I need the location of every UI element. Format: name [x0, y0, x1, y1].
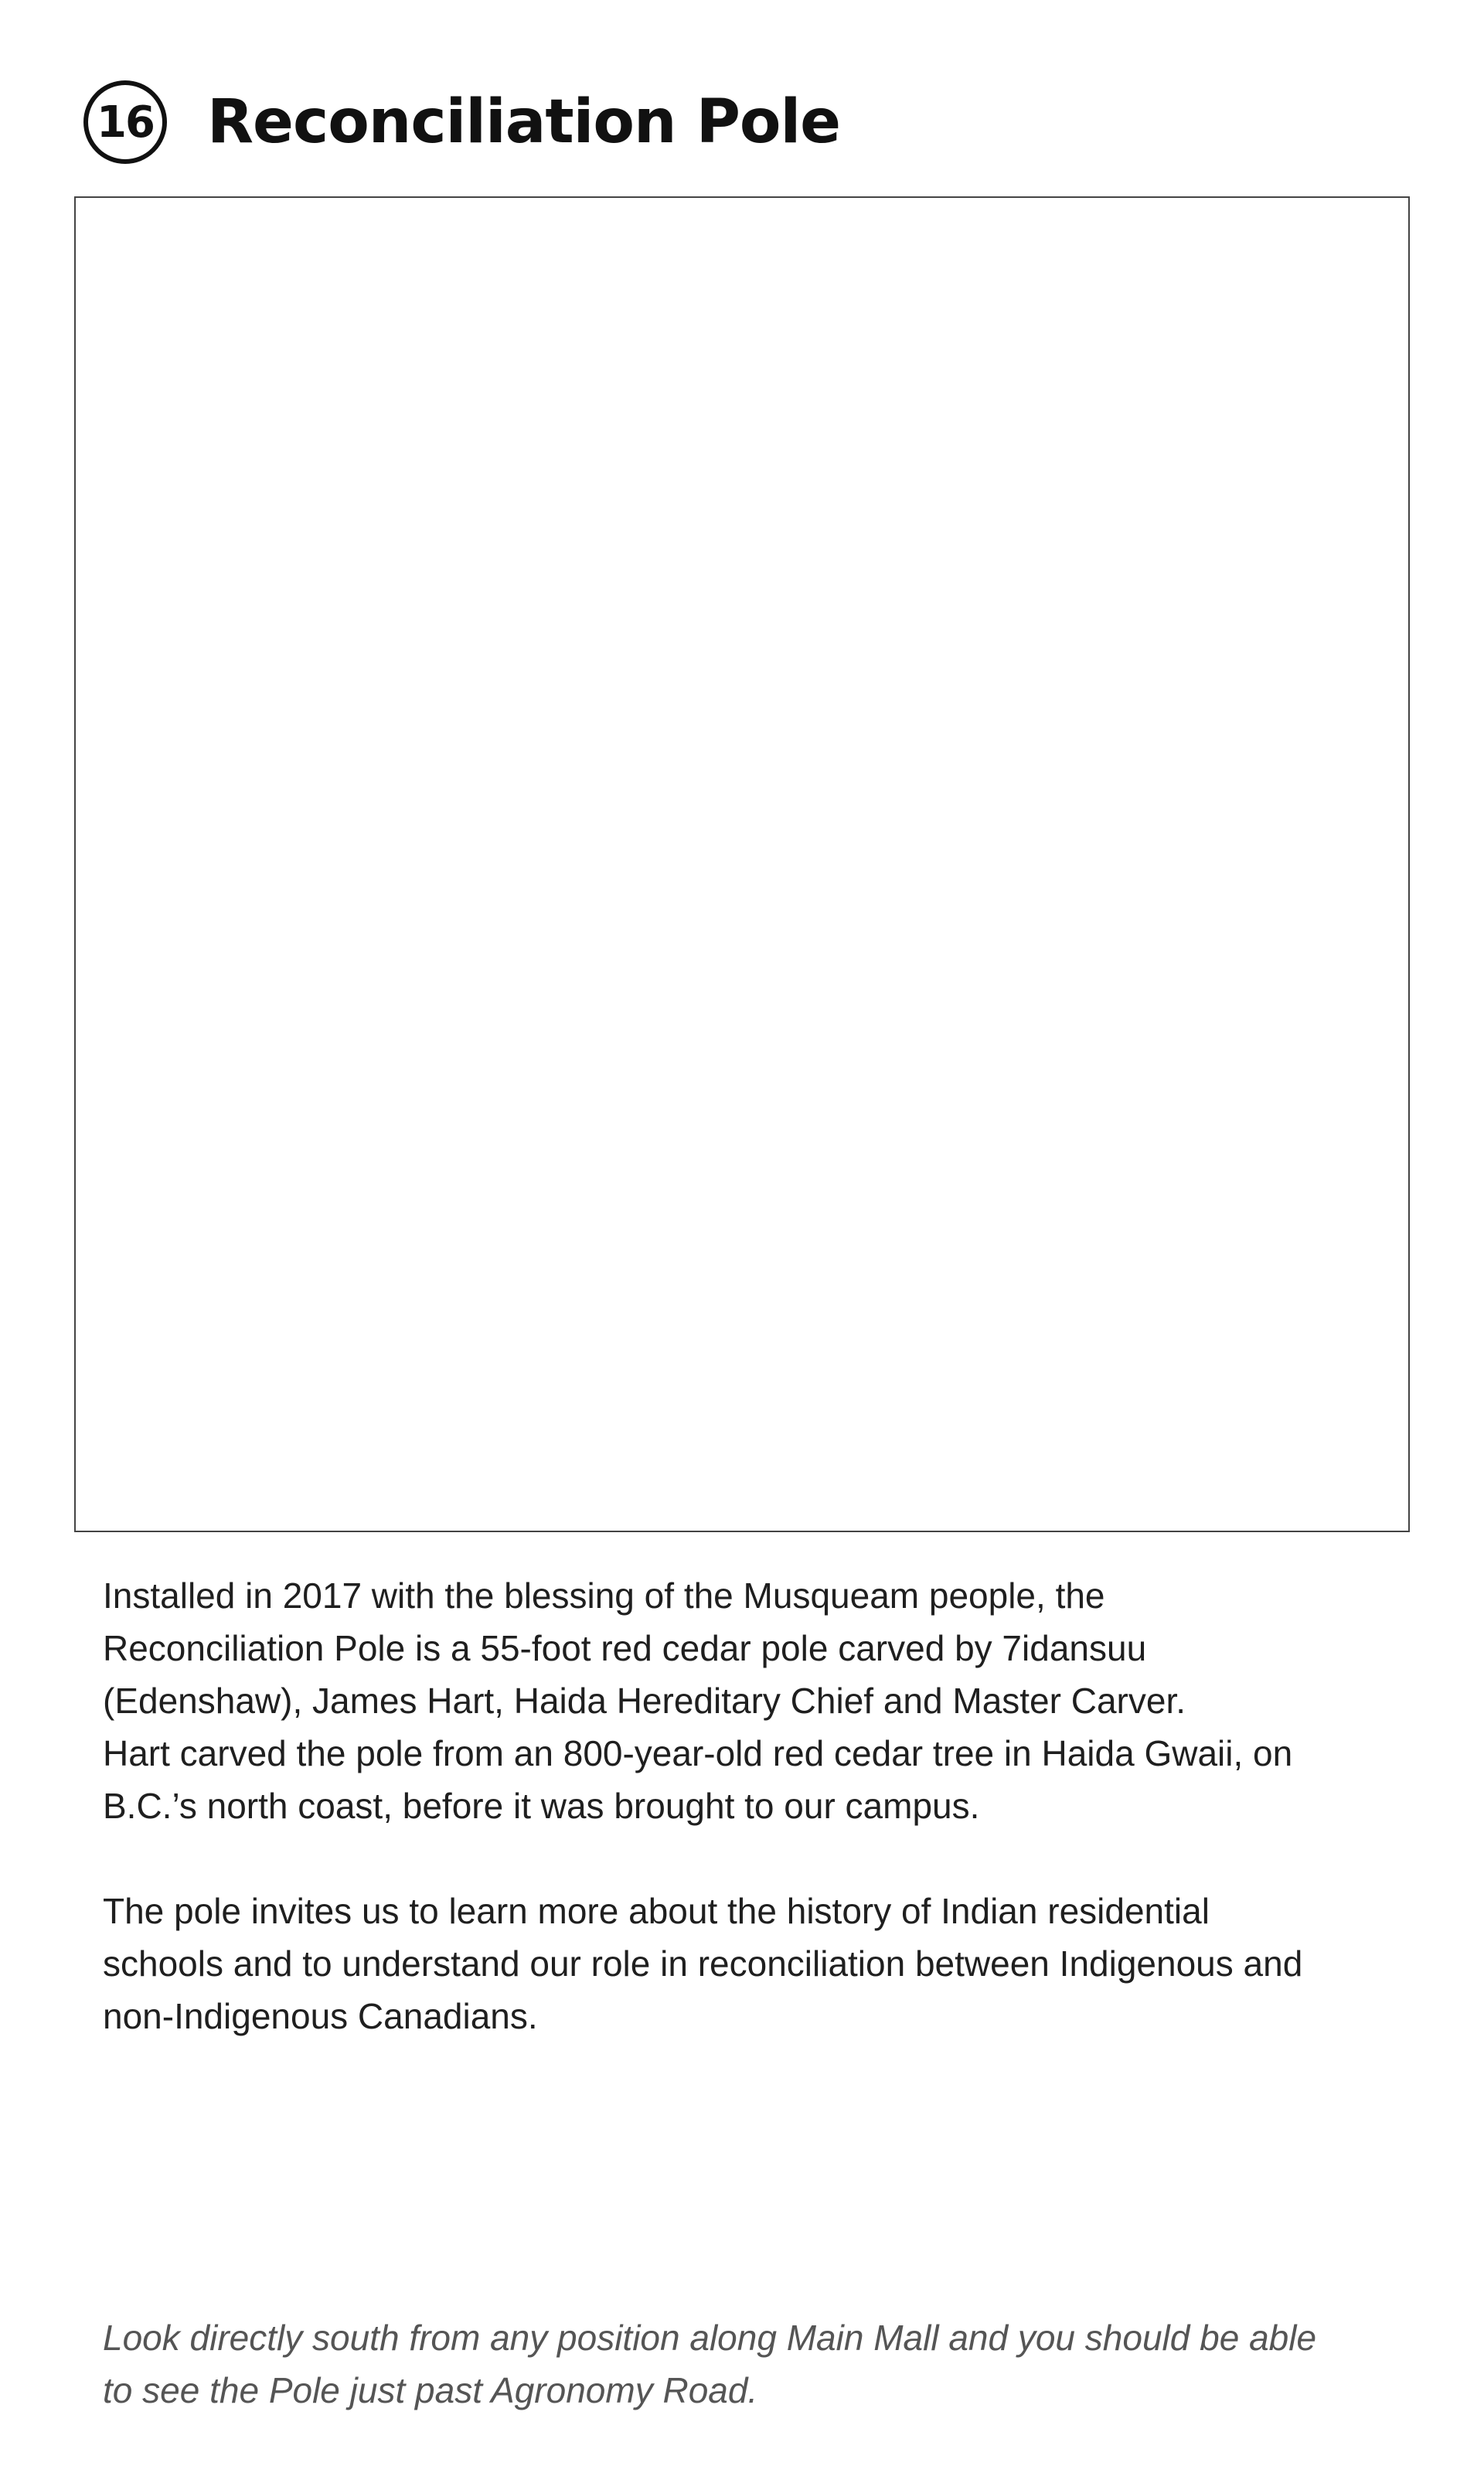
- description-paragraph-1: [103, 1569, 1417, 1832]
- text-line: schools and to understand our role in reconciliation between Indigenous and: [103, 1943, 1303, 1984]
- text-line: B.C.’s north coast, before it was brought to our campus.: [103, 1786, 980, 1826]
- text-line: (Edenshaw), James Hart, Haida Hereditary Chief and Master Carver.: [103, 1681, 1186, 1721]
- stop-number-badge: 16: [83, 80, 167, 164]
- text-line: non-Indigenous Canadians.: [103, 1996, 538, 2036]
- directions-note: [103, 2311, 1417, 2417]
- text-line: The pole invites us to learn more about the history of Indian residential: [103, 1891, 1210, 1931]
- page-title: Reconciliation Pole: [207, 87, 841, 157]
- text-line: Look directly south from any position along Main Mall and you should be able: [103, 2318, 1317, 2358]
- page-header: [83, 77, 840, 167]
- description-text: [103, 1569, 1417, 2095]
- text-line: Hart carved the pole from an 800-year-old red cedar tree in Haida Gwaii, on: [103, 1733, 1293, 1773]
- photo-placeholder-frame: [74, 196, 1410, 1532]
- text-line: Installed in 2017 with the blessing of the Musqueam people, the: [103, 1575, 1105, 1616]
- text-line: Reconciliation Pole is a 55-foot red cedar pole carved by 7idansuu: [103, 1628, 1147, 1668]
- description-paragraph-2: [103, 1885, 1417, 2042]
- text-line: to see the Pole just past Agronomy Road.: [103, 2370, 758, 2410]
